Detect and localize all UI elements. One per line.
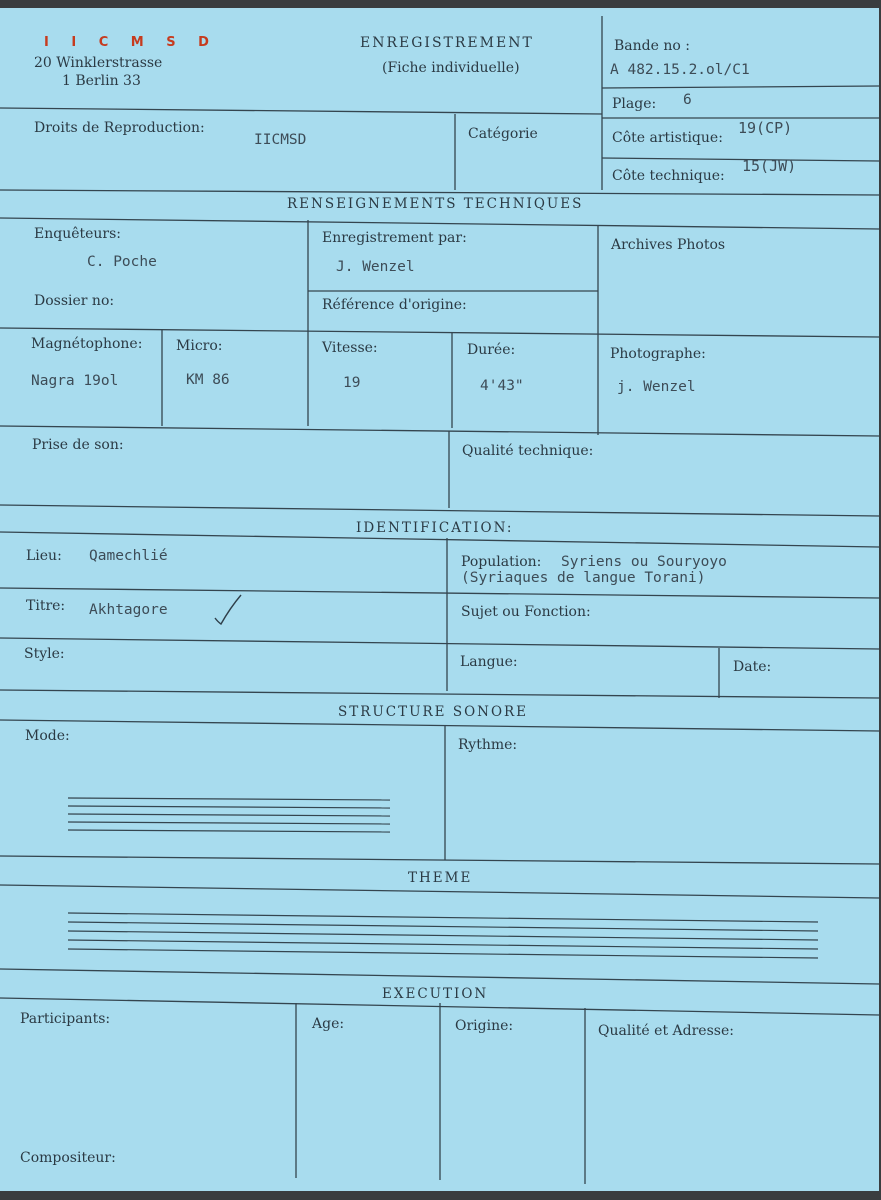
section-title-technique: RENSEIGNEMENTS TECHNIQUES — [287, 196, 584, 212]
droits-value: IICMSD — [254, 132, 307, 148]
cote-technique-label: Côte technique: — [612, 168, 725, 184]
age-label: Age: — [312, 1016, 345, 1032]
duree-value: 4'43" — [480, 378, 524, 394]
archives-photos-label: Archives Photos — [611, 237, 726, 253]
form-grid-lines — [0, 8, 879, 1191]
dossier-label: Dossier no: — [34, 293, 115, 309]
population-value-line-1: Syriens ou Souryoyo — [561, 554, 727, 570]
vitesse-label: Vitesse: — [322, 340, 378, 356]
origine-label: Origine: — [455, 1018, 514, 1034]
lieu-label: Lieu: — [26, 548, 62, 564]
participants-label: Participants: — [20, 1011, 111, 1027]
categorie-label: Catégorie — [468, 126, 538, 142]
duree-label: Durée: — [467, 342, 516, 358]
enregistrement-par-value: J. Wenzel — [336, 259, 415, 275]
check-mark-icon — [212, 592, 244, 628]
qualite-technique-label: Qualité technique: — [462, 443, 594, 459]
micro-value: KM 86 — [186, 372, 230, 388]
photographe-value: j. Wenzel — [617, 379, 696, 395]
section-title-theme: THEME — [408, 870, 473, 886]
bande-value: A 482.15.2.ol/C1 — [610, 62, 750, 78]
institute-logo: I I C M S D — [44, 35, 218, 50]
cote-artistique-label: Côte artistique: — [612, 130, 723, 146]
reference-origine-label: Référence d'origine: — [322, 297, 467, 313]
prise-de-son-label: Prise de son: — [32, 437, 124, 453]
enregistrement-par-label: Enregistrement par: — [322, 230, 467, 246]
date-label: Date: — [733, 659, 772, 675]
titre-value: Akhtagore — [89, 602, 168, 618]
magnetophone-label: Magnétophone: — [31, 336, 143, 352]
droits-label: Droits de Reproduction: — [34, 120, 205, 136]
address-line-2: 1 Berlin 33 — [62, 73, 141, 89]
rythme-label: Rythme: — [458, 737, 518, 753]
form-title: ENREGISTREMENT — [360, 35, 534, 51]
compositeur-label: Compositeur: — [20, 1150, 116, 1166]
vitesse-value: 19 — [343, 375, 361, 391]
sujet-fonction-label: Sujet ou Fonction: — [461, 604, 591, 620]
section-title-identification: IDENTIFICATION: — [356, 520, 514, 536]
section-title-structure: STRUCTURE SONORE — [338, 704, 529, 720]
bande-label: Bande no : — [614, 38, 690, 54]
micro-label: Micro: — [176, 338, 223, 354]
qualite-adresse-label: Qualité et Adresse: — [598, 1023, 734, 1039]
address-line-1: 20 Winklerstrasse — [34, 55, 163, 71]
section-title-execution: EXECUTION — [382, 986, 489, 1002]
mode-label: Mode: — [25, 728, 70, 744]
cote-artistique-value: 19(CP) — [738, 119, 793, 137]
recording-card — [0, 8, 879, 1191]
form-subtitle: (Fiche individuelle) — [382, 60, 520, 76]
magnetophone-value: Nagra 19ol — [31, 373, 119, 389]
photographe-label: Photographe: — [610, 346, 706, 362]
plage-value: 6 — [683, 92, 692, 108]
style-label: Style: — [24, 646, 65, 662]
langue-label: Langue: — [460, 654, 518, 670]
enqueteurs-label: Enquêteurs: — [34, 226, 122, 242]
cote-technique-value: 15(JW) — [742, 157, 797, 175]
population-value-line-2: (Syriaques de langue Torani) — [461, 570, 706, 586]
enqueteurs-value: C. Poche — [87, 254, 157, 270]
population-label: Population: — [461, 554, 542, 570]
lieu-value: Qamechlié — [89, 548, 168, 564]
titre-label: Titre: — [26, 598, 66, 614]
plage-label: Plage: — [612, 96, 657, 112]
